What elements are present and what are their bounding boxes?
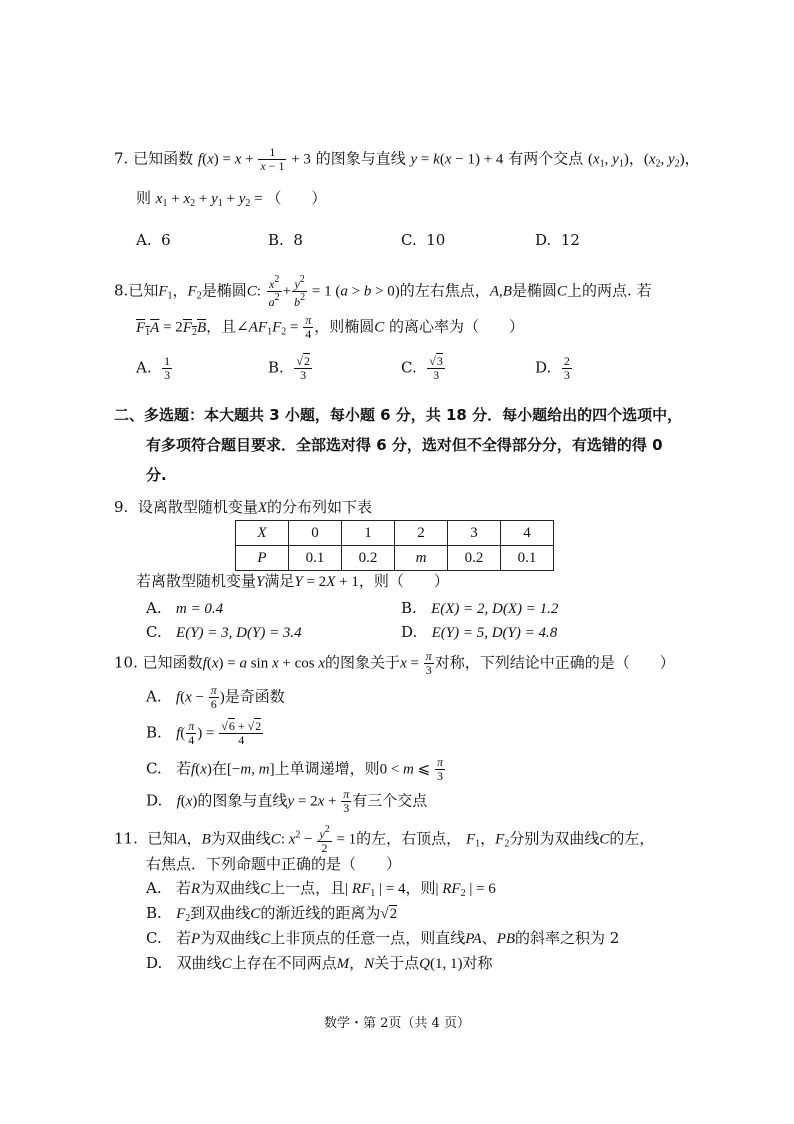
q11-line2: 右焦点．下列命题中正确的是（ ）	[146, 855, 402, 873]
q7-number: 7.	[114, 149, 129, 168]
q11-option-c: C. 若P为双曲线C上非顶点的任意一点，则直线PA、PB的斜率之积为 2	[146, 929, 620, 947]
q9-option-d: D. E(Y) = 5, D(Y) = 4.8	[401, 623, 558, 641]
q11-option-b: B. $F_2$到双曲线C的渐近线的距离为√2	[146, 904, 398, 924]
table-row: X 0 1 2 3 4	[236, 521, 554, 546]
q10-option-c: C. 若f(x)在[−m, m]上单调递增，则0 < m ⩽ $\frac{\pi}{3}$	[146, 755, 443, 784]
q7-option-c: C. 10	[401, 231, 446, 249]
q8-option-d: D. $\frac{2}{3}$	[535, 354, 570, 383]
q9-option-a: A. m = 0.4	[146, 599, 224, 617]
q7-fraction: $\frac{1}{x - 1}$	[260, 145, 285, 174]
q8-option-c: C. $\frac{√3}{3}$	[401, 354, 443, 383]
q11-option-d: D. 双曲线C上存在不同两点M，N关于点Q(1, 1)对称	[146, 954, 493, 972]
q7-option-a: A. 6	[136, 231, 171, 249]
page-footer: 数学・第 2页（共 4 页）	[324, 1016, 470, 1031]
q7-option-d: D. 12	[535, 231, 580, 249]
q10-number: 10.	[114, 653, 138, 672]
q11-number: 11.	[114, 829, 138, 848]
q8-line1: 8.已知$F_1$，$F_2$是椭圆C: $\frac{x^2}{a^2}$ + $\frac{y^2}{b^2}$ = 1 (a > b > 0)的左右焦点，A,B是椭圆C上的两点. 若	[114, 274, 652, 310]
q8-option-a: A. $\frac{1}{3}$	[136, 354, 171, 383]
q9-line2: 若离散型随机变量Y满足Y = 2X + 1，则（ ）	[136, 572, 449, 590]
q7-function: f	[197, 151, 203, 168]
q7-line2: 则 $x_1 + x_2 + y_1 + y_2$ = （ ）	[136, 189, 327, 209]
section2-heading-line3: 分.	[146, 466, 167, 484]
q9-number: 9.	[114, 498, 129, 516]
q7-line1: 7. 已知函数 f(x) = x + $\frac{1}{x - 1}$ + 3 的图象与直线 y = k(x − 1) + 4 有两个交点 ($x_1$, $y_1$)，($x_2$, $y_2$)，	[114, 145, 700, 174]
q9-option-c: C. E(Y) = 3, D(Y) = 3.4	[146, 623, 302, 641]
q9-option-b: B. E(X) = 2, D(X) = 1.2	[401, 599, 559, 617]
q10-option-b: B. f( $\frac{\pi}{4}$ ) = $\frac{√6 + √2}{4}$	[146, 719, 262, 748]
q11-line1: 11. 已知A，B为双曲线C: $x^2$ − $\frac{y^2}{2}$ = 1的左，右顶点， $F_1$，$F_2$分别为双曲线C的左，	[114, 824, 655, 856]
q9-distribution-table	[235, 520, 554, 571]
q8-option-b: B. $\frac{√2}{3}$	[268, 354, 310, 383]
q11-option-a: A. 若R为双曲线C上一点，且| $RF_1$ | = 4，则| $RF_2$ | = 6	[146, 879, 496, 899]
table-row: P 0.1 0.2 m 0.2 0.1	[236, 546, 554, 571]
q9-line1: 9. 设离散型随机变量X的分布列如下表	[114, 498, 373, 516]
section2-heading-line1: 二、多选题：本大题共 3 小题，每小题 6 分，共 18 分．每小题给出的四个选项中，	[114, 406, 683, 424]
q7-option-b: B. 8	[268, 231, 303, 249]
q10-option-a: A. f(x − $\frac{\pi}{6}$ )是奇函数	[146, 683, 285, 712]
q8-line2: $F_1A = 2F_2B$，且$\angle AF_1F_2$ = $\frac{\pi}{4}$ ，则椭圆C 的离心率为（ ）	[136, 313, 525, 342]
section2-heading-line2: 有多项符合题目要求．全部选对得 6 分，选对但不全得部分分，有选错的得 0	[146, 436, 663, 454]
q10-option-d: D. f(x)的图象与直线y = 2x + $\frac{\pi}{3}$ 有三个交点	[146, 787, 428, 816]
q8-number: 8.	[114, 281, 129, 300]
q10-line1: 10. 已知函数f(x) = a sin x + cos x的图象关于x = $\frac{\pi}{3}$ 对称，下列结论中正确的是（ ）	[114, 649, 675, 678]
